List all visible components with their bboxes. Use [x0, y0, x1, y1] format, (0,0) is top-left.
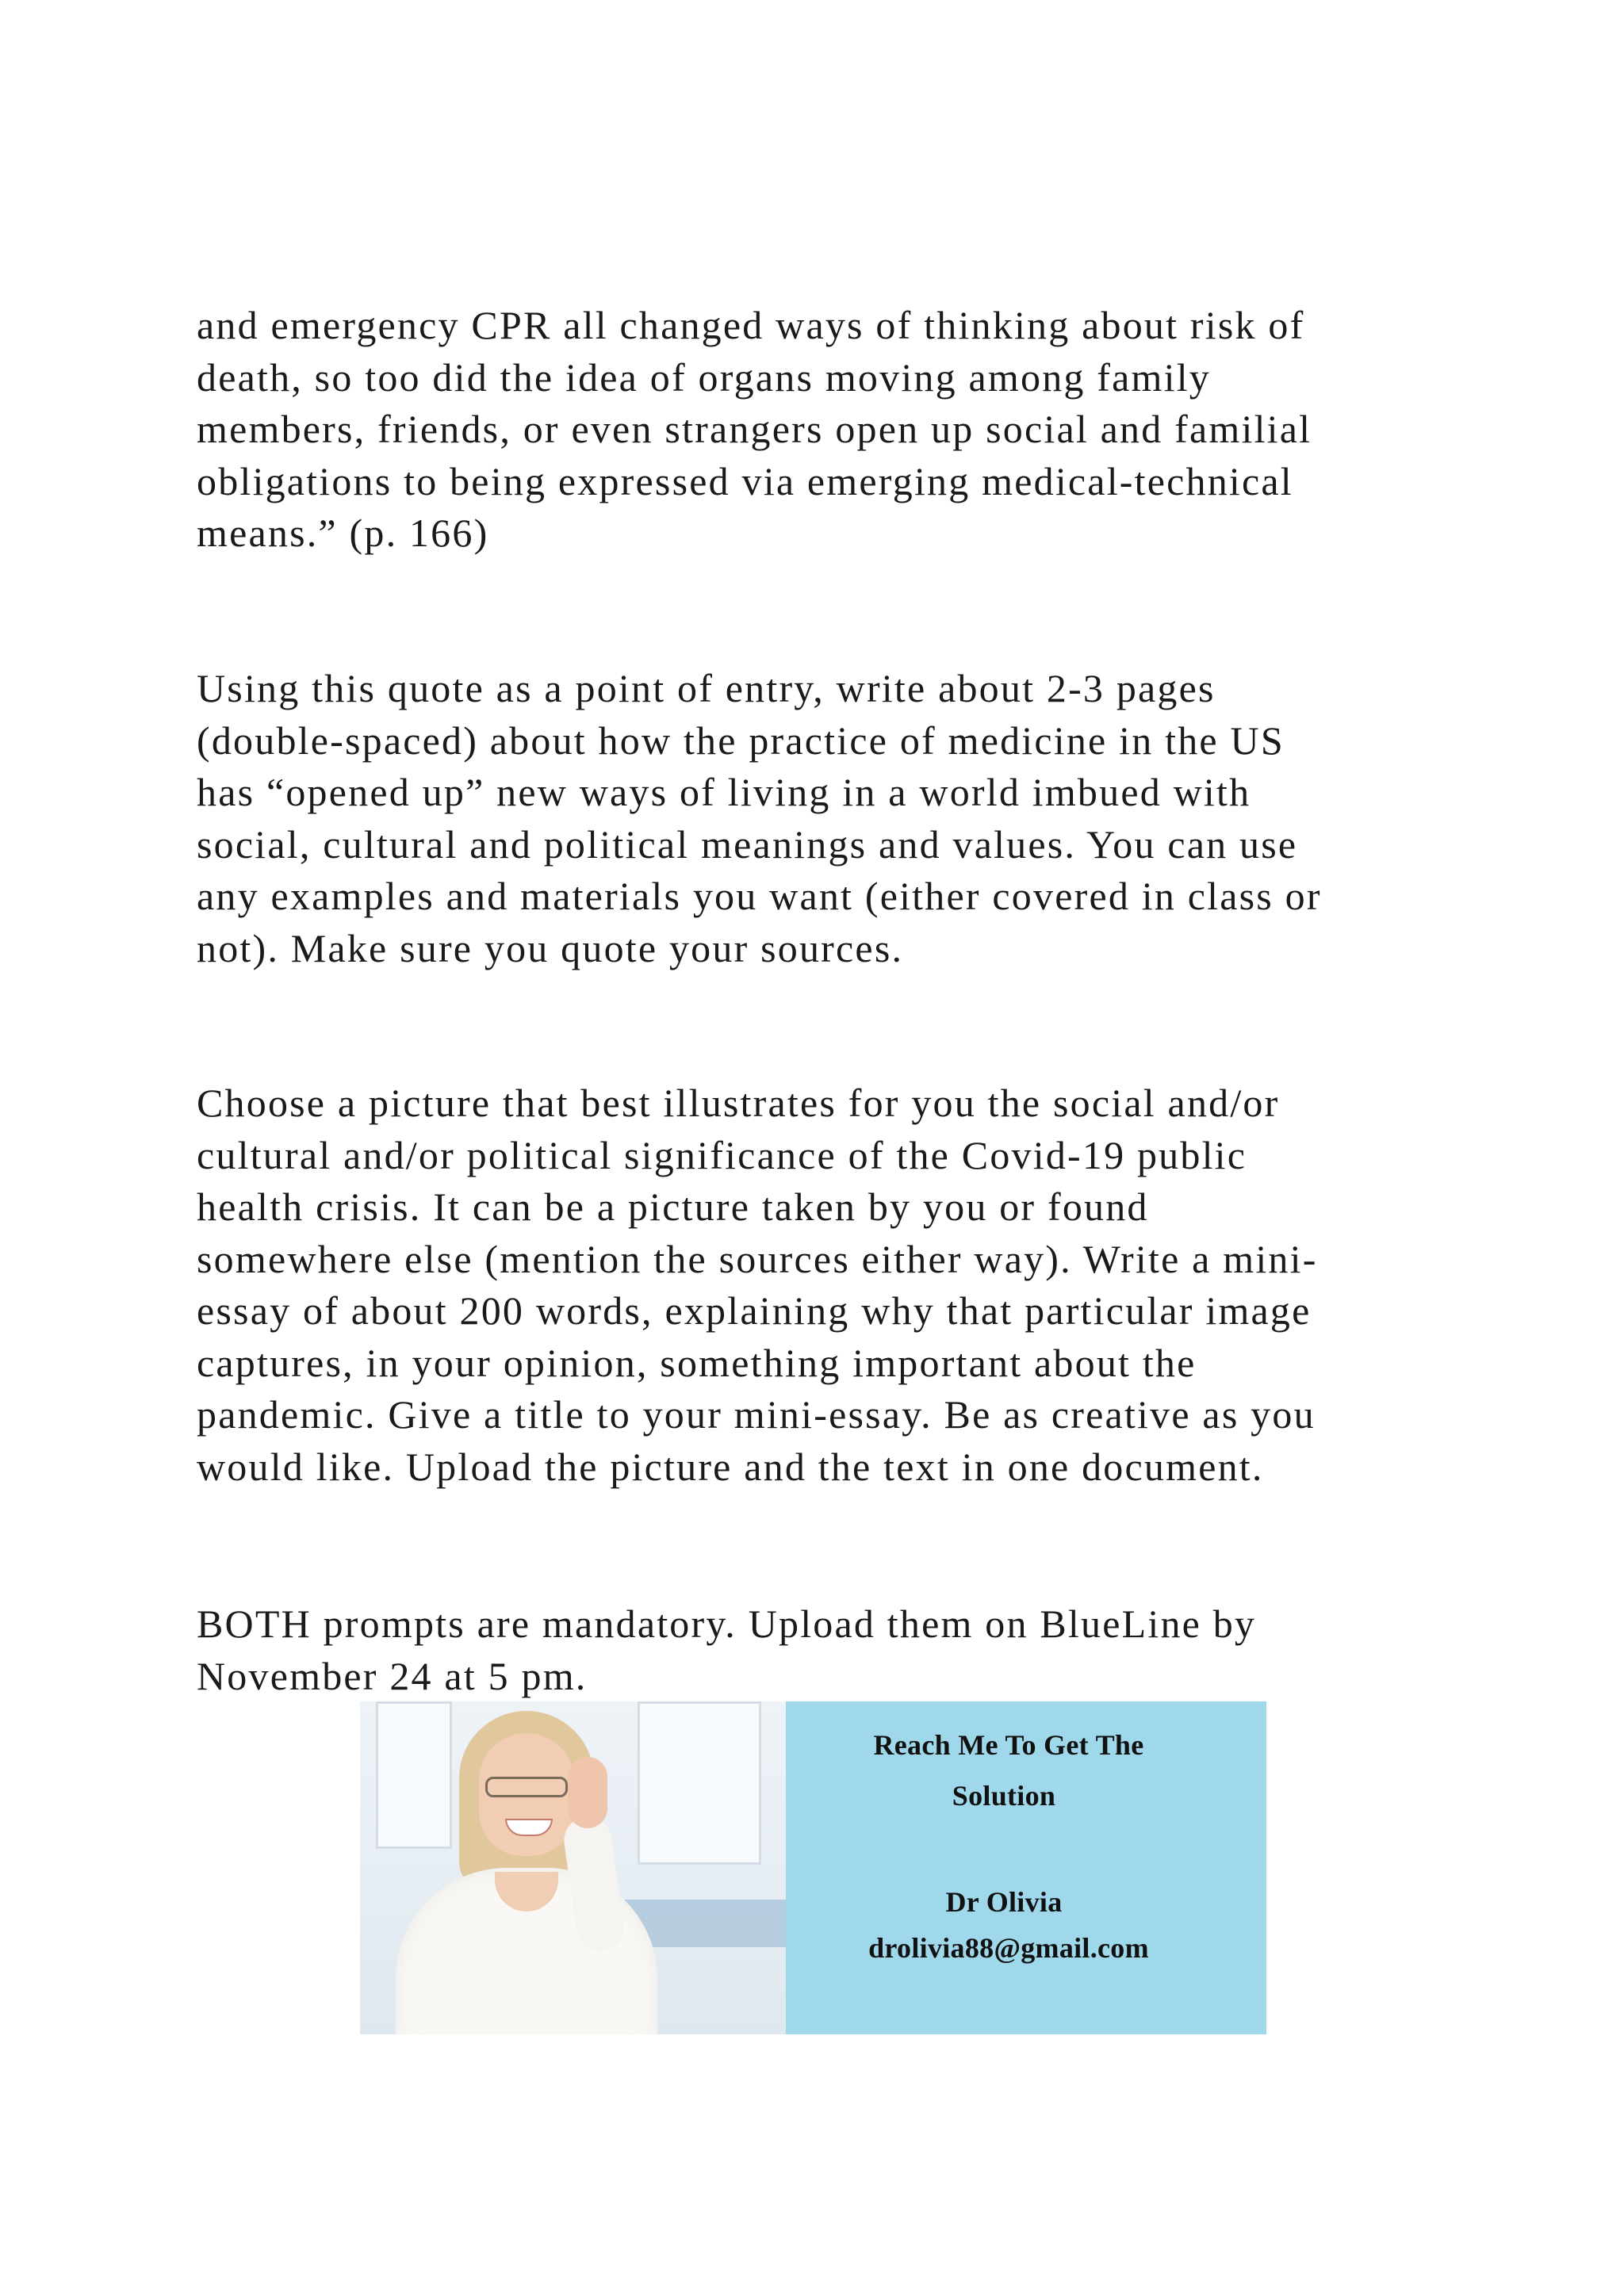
ad-heading-line-2: Solution — [952, 1780, 1056, 1812]
smiling-woman-photo — [360, 1701, 786, 2034]
text-line: would like. Upload the picture and the text in one document. — [197, 1444, 1264, 1489]
text-line: any examples and materials you want (either covered in class or — [197, 874, 1322, 918]
text-line: Choose a picture that best illustrates for you the social and/or — [197, 1081, 1280, 1125]
text-line: captures, in your opinion, something important about the — [197, 1340, 1197, 1385]
text-line: not). Make sure you quote your sources. — [197, 925, 904, 970]
quote-continuation-paragraph — [197, 300, 1450, 560]
contact-email: drolivia88@gmail.com — [868, 1932, 1149, 1964]
essay-prompt-paragraph — [197, 663, 1450, 974]
text-line: Using this quote as a point of entry, write about 2-3 pages — [197, 666, 1216, 710]
text-line: BOTH prompts are mandatory. Upload them on BlueLine by — [197, 1601, 1257, 1646]
text-line: social, cultural and political meanings and values. You can use — [197, 821, 1298, 867]
text-line: has “opened up” new ways of living in a world imbued with — [197, 770, 1251, 814]
deadline-paragraph — [197, 1598, 1450, 1702]
text-line: November 24 at 5 pm. — [197, 1653, 588, 1698]
text-line: death, so too did the idea of organs moving among family — [197, 354, 1212, 400]
contact-ad-banner — [360, 1701, 1266, 2034]
window-pane — [376, 1701, 452, 1849]
text-line: pandemic. Give a title to your mini-essay. Be as creative as you — [197, 1392, 1316, 1437]
glasses-icon — [485, 1777, 568, 1797]
text-line: cultural and/or political significance of the Covid-19 public — [197, 1132, 1247, 1177]
text-line: means.” (p. 166) — [197, 511, 489, 555]
text-line: (double-spaced) about how the practice of medicine in the US — [197, 718, 1285, 763]
text-line: and emergency CPR all changed ways of thinking about risk of — [197, 303, 1305, 347]
picture-prompt-paragraph — [197, 1077, 1450, 1493]
text-line: health crisis. It can be a picture taken by you or found — [197, 1184, 1149, 1229]
text-line: essay of about 200 words, explaining why that particular image — [197, 1288, 1312, 1333]
contact-info-panel — [786, 1701, 1266, 2034]
window-pane — [638, 1701, 761, 1865]
text-line: obligations to being expressed via emerging medical-technical — [197, 458, 1293, 503]
hand-shape — [568, 1757, 607, 1828]
ad-heading-line-1: Reach Me To Get The — [873, 1729, 1144, 1761]
contact-name: Dr Olivia — [945, 1886, 1063, 1918]
text-line: somewhere else (mention the sources either way). Write a mini- — [197, 1236, 1318, 1281]
text-line: members, friends, or even strangers open up social and familial — [197, 407, 1312, 451]
